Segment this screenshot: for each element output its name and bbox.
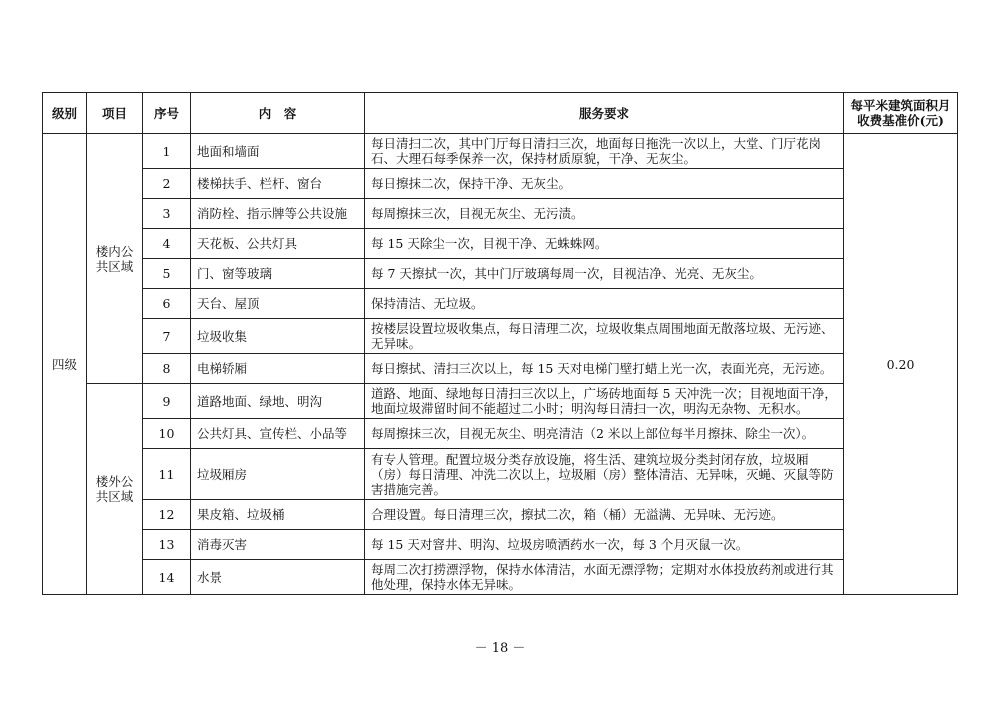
seq-cell: 4	[143, 229, 191, 259]
content-cell: 门、窗等玻璃	[191, 259, 365, 289]
seq-cell: 11	[143, 449, 191, 500]
header-level: 级别	[43, 93, 87, 134]
service-standard-table	[42, 92, 958, 595]
table-row	[43, 134, 958, 169]
header-seq: 序号	[143, 93, 191, 134]
content-cell: 道路地面、绿地、明沟	[191, 384, 365, 419]
header-price: 每平米建筑面积月收费基准价(元)	[844, 93, 958, 134]
table-row	[43, 259, 958, 289]
requirement-cell: 有专人管理。配置垃圾分类存放设施，将生活、建筑垃圾分类封闭存放，垃圾厢（房）每日清理、冲洗二次以上，垃圾厢（房）整体清洁、无异味，灭蝇、灭鼠等防害措施完善。	[365, 449, 844, 500]
header-content: 内 容	[191, 93, 365, 134]
price-cell: 0.20	[844, 134, 958, 595]
requirement-cell: 每 15 天对窨井、明沟、垃圾房喷洒药水一次，每 3 个月灭鼠一次。	[365, 530, 844, 560]
content-cell: 消毒灭害	[191, 530, 365, 560]
requirement-cell: 每 7 天擦拭一次，其中门厅玻璃每周一次，目视洁净、光亮、无灰尘。	[365, 259, 844, 289]
table-row	[43, 449, 958, 500]
table-row	[43, 530, 958, 560]
requirement-cell: 每日擦拭、清扫三次以上，每 15 天对电梯门壁打蜡上光一次，表面光亮，无污迹。	[365, 354, 844, 384]
requirement-cell: 每 15 天除尘一次，目视干净、无蛛蛛网。	[365, 229, 844, 259]
table-row	[43, 384, 958, 419]
content-cell: 天花板、公共灯具	[191, 229, 365, 259]
table-row	[43, 229, 958, 259]
requirement-cell: 每周擦抹三次，目视无灰尘、无污渍。	[365, 199, 844, 229]
table-row	[43, 319, 958, 354]
level-cell: 四级	[43, 134, 87, 595]
content-cell: 地面和墙面	[191, 134, 365, 169]
requirement-cell: 按楼层设置垃圾收集点，每日清理二次，垃圾收集点周围地面无散落垃圾、无污迹、无异味。	[365, 319, 844, 354]
table-row	[43, 419, 958, 449]
seq-cell: 10	[143, 419, 191, 449]
seq-cell: 6	[143, 289, 191, 319]
seq-cell: 14	[143, 560, 191, 595]
content-cell: 公共灯具、宣传栏、小品等	[191, 419, 365, 449]
content-cell: 楼梯扶手、栏杆、窗台	[191, 169, 365, 199]
page-number: － 18 －	[474, 641, 526, 656]
seq-cell: 3	[143, 199, 191, 229]
header-requirement: 服务要求	[365, 93, 844, 134]
content-cell: 电梯轿厢	[191, 354, 365, 384]
table-row	[43, 560, 958, 595]
header-project: 项目	[87, 93, 143, 134]
group-cell-indoor: 楼内公共区域	[87, 134, 143, 384]
seq-cell: 8	[143, 354, 191, 384]
seq-cell: 7	[143, 319, 191, 354]
requirement-cell: 每周二次打捞漂浮物，保持水体清洁，水面无漂浮物；定期对水体投放药剂或进行其他处理，保持水体无异味。	[365, 560, 844, 595]
requirement-cell: 合理设置。每日清理三次，擦拭二次，箱（桶）无溢满、无异味、无污迹。	[365, 500, 844, 530]
table-row	[43, 500, 958, 530]
seq-cell: 12	[143, 500, 191, 530]
content-cell: 果皮箱、垃圾桶	[191, 500, 365, 530]
table-row	[43, 289, 958, 319]
seq-cell: 1	[143, 134, 191, 169]
requirement-cell: 每周擦抹三次，目视无灰尘、明亮清洁（2 米以上部位每半月擦抹、除尘一次）。	[365, 419, 844, 449]
seq-cell: 13	[143, 530, 191, 560]
content-cell: 垃圾厢房	[191, 449, 365, 500]
content-cell: 水景	[191, 560, 365, 595]
seq-cell: 2	[143, 169, 191, 199]
header-row	[43, 93, 958, 134]
requirement-cell: 保持清洁、无垃圾。	[365, 289, 844, 319]
requirement-cell: 每日清扫二次，其中门厅每日清扫三次，地面每日拖洗一次以上，大堂、门厅花岗石、大理石每季保养一次，保持材质原貌，干净、无灰尘。	[365, 134, 844, 169]
requirement-cell: 每日擦抹二次，保持干净、无灰尘。	[365, 169, 844, 199]
content-cell: 消防栓、指示牌等公共设施	[191, 199, 365, 229]
table-row	[43, 169, 958, 199]
table-row	[43, 199, 958, 229]
group-cell-outdoor: 楼外公共区域	[87, 384, 143, 595]
content-cell: 天台、屋顶	[191, 289, 365, 319]
requirement-cell: 道路、地面、绿地每日清扫三次以上，广场砖地面每 5 天冲洗一次；目视地面干净，地面垃圾滞留时间不能超过二小时；明沟每日清扫一次，明沟无杂物、无积水。	[365, 384, 844, 419]
seq-cell: 5	[143, 259, 191, 289]
seq-cell: 9	[143, 384, 191, 419]
content-cell: 垃圾收集	[191, 319, 365, 354]
table-row	[43, 354, 958, 384]
